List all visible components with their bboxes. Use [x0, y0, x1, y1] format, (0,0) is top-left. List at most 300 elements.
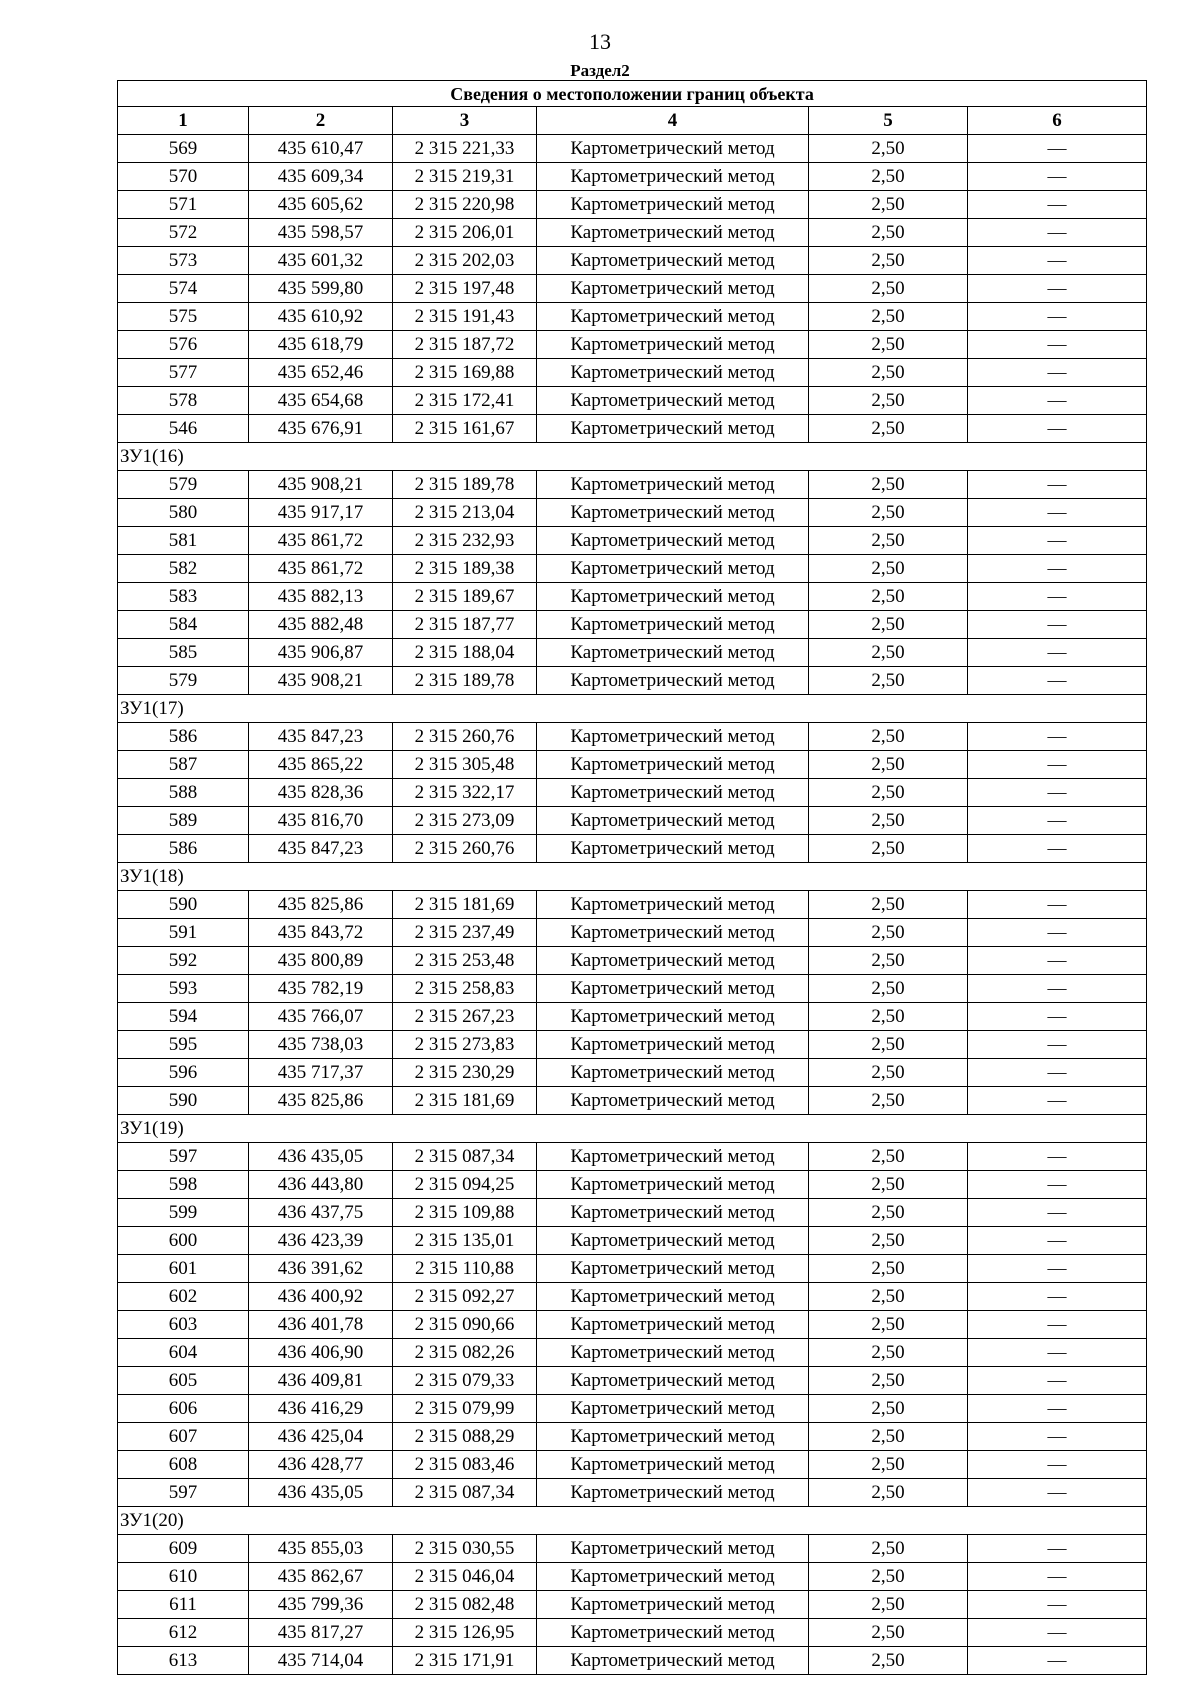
y-coordinate-cell: 2 315 126,95 — [393, 1619, 537, 1647]
x-coordinate-cell: 436 401,78 — [249, 1311, 393, 1339]
table-body — [118, 135, 1147, 1675]
point-number-cell: 587 — [118, 751, 249, 779]
method-cell: Картометрический метод — [537, 1003, 809, 1031]
table-row — [118, 583, 1147, 611]
table-row — [118, 1647, 1147, 1675]
accuracy-cell: 2,50 — [809, 275, 968, 303]
x-coordinate-cell: 435 917,17 — [249, 499, 393, 527]
description-cell: — — [968, 639, 1147, 667]
accuracy-cell: 2,50 — [809, 1199, 968, 1227]
y-coordinate-cell: 2 315 188,04 — [393, 639, 537, 667]
method-cell: Картометрический метод — [537, 639, 809, 667]
table-row — [118, 1619, 1147, 1647]
table-row — [118, 191, 1147, 219]
method-cell: Картометрический метод — [537, 835, 809, 863]
description-cell: — — [968, 1479, 1147, 1507]
y-coordinate-cell: 2 315 088,29 — [393, 1423, 537, 1451]
x-coordinate-cell: 435 843,72 — [249, 919, 393, 947]
method-cell: Картометрический метод — [537, 1227, 809, 1255]
table-row — [118, 387, 1147, 415]
point-number-cell: 609 — [118, 1535, 249, 1563]
group-label: ЗУ1(16) — [118, 443, 1147, 471]
x-coordinate-cell: 435 882,48 — [249, 611, 393, 639]
description-cell: — — [968, 1087, 1147, 1115]
y-coordinate-cell: 2 315 087,34 — [393, 1143, 537, 1171]
point-number-cell: 600 — [118, 1227, 249, 1255]
y-coordinate-cell: 2 315 169,88 — [393, 359, 537, 387]
table-row — [118, 779, 1147, 807]
description-cell: — — [968, 1339, 1147, 1367]
y-coordinate-cell: 2 315 079,99 — [393, 1395, 537, 1423]
description-cell: — — [968, 1283, 1147, 1311]
method-cell: Картометрический метод — [537, 1535, 809, 1563]
y-coordinate-cell: 2 315 189,67 — [393, 583, 537, 611]
point-number-cell: 574 — [118, 275, 249, 303]
method-cell: Картометрический метод — [537, 415, 809, 443]
description-cell: — — [968, 1591, 1147, 1619]
y-coordinate-cell: 2 315 135,01 — [393, 1227, 537, 1255]
table-row — [118, 303, 1147, 331]
table-row — [118, 1339, 1147, 1367]
method-cell: Картометрический метод — [537, 1199, 809, 1227]
method-cell: Картометрический метод — [537, 807, 809, 835]
method-cell: Картометрический метод — [537, 1647, 809, 1675]
group-row — [118, 695, 1147, 723]
description-cell: — — [968, 1395, 1147, 1423]
table-row — [118, 275, 1147, 303]
method-cell: Картометрический метод — [537, 1619, 809, 1647]
description-cell: — — [968, 359, 1147, 387]
method-cell: Картометрический метод — [537, 975, 809, 1003]
point-number-cell: 604 — [118, 1339, 249, 1367]
description-cell: — — [968, 667, 1147, 695]
method-cell: Картометрический метод — [537, 723, 809, 751]
description-cell: — — [968, 1255, 1147, 1283]
y-coordinate-cell: 2 315 213,04 — [393, 499, 537, 527]
accuracy-cell: 2,50 — [809, 1423, 968, 1451]
point-number-cell: 578 — [118, 387, 249, 415]
accuracy-cell: 2,50 — [809, 919, 968, 947]
method-cell: Картометрический метод — [537, 219, 809, 247]
point-number-cell: 585 — [118, 639, 249, 667]
x-coordinate-cell: 435 855,03 — [249, 1535, 393, 1563]
description-cell: — — [968, 387, 1147, 415]
point-number-cell: 605 — [118, 1367, 249, 1395]
accuracy-cell: 2,50 — [809, 1087, 968, 1115]
point-number-cell: 546 — [118, 415, 249, 443]
column-header: 1 — [118, 107, 249, 135]
table-row — [118, 1227, 1147, 1255]
table-row — [118, 611, 1147, 639]
table-row — [118, 1031, 1147, 1059]
method-cell: Картометрический метод — [537, 583, 809, 611]
y-coordinate-cell: 2 315 110,88 — [393, 1255, 537, 1283]
y-coordinate-cell: 2 315 079,33 — [393, 1367, 537, 1395]
y-coordinate-cell: 2 315 189,38 — [393, 555, 537, 583]
x-coordinate-cell: 436 428,77 — [249, 1451, 393, 1479]
table-row — [118, 1591, 1147, 1619]
accuracy-cell: 2,50 — [809, 1619, 968, 1647]
accuracy-cell: 2,50 — [809, 1451, 968, 1479]
description-cell: — — [968, 331, 1147, 359]
table-row — [118, 667, 1147, 695]
method-cell: Картометрический метод — [537, 919, 809, 947]
table-row — [118, 1199, 1147, 1227]
table-row — [118, 751, 1147, 779]
method-cell: Картометрический метод — [537, 1311, 809, 1339]
x-coordinate-cell: 435 799,36 — [249, 1591, 393, 1619]
x-coordinate-cell: 435 825,86 — [249, 891, 393, 919]
y-coordinate-cell: 2 315 082,26 — [393, 1339, 537, 1367]
y-coordinate-cell: 2 315 202,03 — [393, 247, 537, 275]
point-number-cell: 606 — [118, 1395, 249, 1423]
group-label: ЗУ1(20) — [118, 1507, 1147, 1535]
x-coordinate-cell: 436 400,92 — [249, 1283, 393, 1311]
description-cell: — — [968, 1171, 1147, 1199]
point-number-cell: 577 — [118, 359, 249, 387]
method-cell: Картометрический метод — [537, 1171, 809, 1199]
accuracy-cell: 2,50 — [809, 1311, 968, 1339]
accuracy-cell: 2,50 — [809, 1003, 968, 1031]
table-row — [118, 1423, 1147, 1451]
point-number-cell: 586 — [118, 723, 249, 751]
x-coordinate-cell: 436 409,81 — [249, 1367, 393, 1395]
description-cell: — — [968, 499, 1147, 527]
description-cell: — — [968, 1451, 1147, 1479]
group-row — [118, 1507, 1147, 1535]
method-cell: Картометрический метод — [537, 1339, 809, 1367]
y-coordinate-cell: 2 315 197,48 — [393, 275, 537, 303]
description-cell: — — [968, 135, 1147, 163]
method-cell: Картометрический метод — [537, 499, 809, 527]
table-row — [118, 555, 1147, 583]
column-header: 4 — [537, 107, 809, 135]
table-row — [118, 247, 1147, 275]
method-cell: Картометрический метод — [537, 1143, 809, 1171]
point-number-cell: 572 — [118, 219, 249, 247]
accuracy-cell: 2,50 — [809, 555, 968, 583]
description-cell: — — [968, 555, 1147, 583]
method-cell: Картометрический метод — [537, 667, 809, 695]
y-coordinate-cell: 2 315 082,48 — [393, 1591, 537, 1619]
method-cell: Картометрический метод — [537, 555, 809, 583]
y-coordinate-cell: 2 315 260,76 — [393, 723, 537, 751]
accuracy-cell: 2,50 — [809, 891, 968, 919]
x-coordinate-cell: 435 598,57 — [249, 219, 393, 247]
method-cell: Картометрический метод — [537, 1479, 809, 1507]
method-cell: Картометрический метод — [537, 387, 809, 415]
method-cell: Картометрический метод — [537, 303, 809, 331]
method-cell: Картометрический метод — [537, 191, 809, 219]
method-cell: Картометрический метод — [537, 247, 809, 275]
accuracy-cell: 2,50 — [809, 1367, 968, 1395]
y-coordinate-cell: 2 315 030,55 — [393, 1535, 537, 1563]
point-number-cell: 613 — [118, 1647, 249, 1675]
method-cell: Картометрический метод — [537, 1591, 809, 1619]
group-label: ЗУ1(19) — [118, 1115, 1147, 1143]
x-coordinate-cell: 435 825,86 — [249, 1087, 393, 1115]
y-coordinate-cell: 2 315 171,91 — [393, 1647, 537, 1675]
method-cell: Картометрический метод — [537, 275, 809, 303]
description-cell: — — [968, 1367, 1147, 1395]
method-cell: Картометрический метод — [537, 1087, 809, 1115]
method-cell: Картометрический метод — [537, 1563, 809, 1591]
table-row — [118, 415, 1147, 443]
accuracy-cell: 2,50 — [809, 751, 968, 779]
x-coordinate-cell: 435 654,68 — [249, 387, 393, 415]
x-coordinate-cell: 435 908,21 — [249, 471, 393, 499]
y-coordinate-cell: 2 315 220,98 — [393, 191, 537, 219]
table-row — [118, 499, 1147, 527]
table-row — [118, 135, 1147, 163]
x-coordinate-cell: 435 906,87 — [249, 639, 393, 667]
y-coordinate-cell: 2 315 232,93 — [393, 527, 537, 555]
table-row — [118, 359, 1147, 387]
point-number-cell: 583 — [118, 583, 249, 611]
accuracy-cell: 2,50 — [809, 387, 968, 415]
accuracy-cell: 2,50 — [809, 1227, 968, 1255]
point-number-cell: 611 — [118, 1591, 249, 1619]
accuracy-cell: 2,50 — [809, 1591, 968, 1619]
point-number-cell: 612 — [118, 1619, 249, 1647]
method-cell: Картометрический метод — [537, 751, 809, 779]
method-cell: Картометрический метод — [537, 1395, 809, 1423]
method-cell: Картометрический метод — [537, 1451, 809, 1479]
x-coordinate-cell: 436 435,05 — [249, 1479, 393, 1507]
table-row — [118, 807, 1147, 835]
x-coordinate-cell: 435 610,47 — [249, 135, 393, 163]
x-coordinate-cell: 435 766,07 — [249, 1003, 393, 1031]
x-coordinate-cell: 435 847,23 — [249, 835, 393, 863]
boundary-table — [117, 80, 1147, 1675]
description-cell: — — [968, 1563, 1147, 1591]
table-row — [118, 1479, 1147, 1507]
x-coordinate-cell: 436 425,04 — [249, 1423, 393, 1451]
table-row — [118, 919, 1147, 947]
accuracy-cell: 2,50 — [809, 807, 968, 835]
method-cell: Картометрический метод — [537, 163, 809, 191]
point-number-cell: 608 — [118, 1451, 249, 1479]
page-number: 13 — [589, 29, 611, 54]
point-number-cell: 588 — [118, 779, 249, 807]
y-coordinate-cell: 2 315 237,49 — [393, 919, 537, 947]
description-cell: — — [968, 1199, 1147, 1227]
accuracy-cell: 2,50 — [809, 1059, 968, 1087]
description-cell: — — [968, 1311, 1147, 1339]
method-cell: Картометрический метод — [537, 1283, 809, 1311]
point-number-cell: 580 — [118, 499, 249, 527]
table-row — [118, 835, 1147, 863]
table-row — [118, 1003, 1147, 1031]
x-coordinate-cell: 435 865,22 — [249, 751, 393, 779]
description-cell: — — [968, 219, 1147, 247]
group-label: ЗУ1(18) — [118, 863, 1147, 891]
point-number-cell: 591 — [118, 919, 249, 947]
description-cell: — — [968, 751, 1147, 779]
point-number-cell: 596 — [118, 1059, 249, 1087]
method-cell: Картометрический метод — [537, 471, 809, 499]
accuracy-cell: 2,50 — [809, 1143, 968, 1171]
method-cell: Картометрический метод — [537, 1031, 809, 1059]
x-coordinate-cell: 436 391,62 — [249, 1255, 393, 1283]
method-cell: Картометрический метод — [537, 1059, 809, 1087]
accuracy-cell: 2,50 — [809, 639, 968, 667]
point-number-cell: 581 — [118, 527, 249, 555]
description-cell: — — [968, 1535, 1147, 1563]
x-coordinate-cell: 435 618,79 — [249, 331, 393, 359]
x-coordinate-cell: 435 605,62 — [249, 191, 393, 219]
column-header: 5 — [809, 107, 968, 135]
x-coordinate-cell: 435 676,91 — [249, 415, 393, 443]
description-cell: — — [968, 975, 1147, 1003]
x-coordinate-cell: 436 416,29 — [249, 1395, 393, 1423]
description-cell: — — [968, 891, 1147, 919]
x-coordinate-cell: 435 599,80 — [249, 275, 393, 303]
table-row — [118, 1563, 1147, 1591]
point-number-cell: 586 — [118, 835, 249, 863]
accuracy-cell: 2,50 — [809, 667, 968, 695]
accuracy-cell: 2,50 — [809, 1647, 968, 1675]
method-cell: Картометрический метод — [537, 779, 809, 807]
point-number-cell: 590 — [118, 1087, 249, 1115]
x-coordinate-cell: 435 861,72 — [249, 555, 393, 583]
accuracy-cell: 2,50 — [809, 1255, 968, 1283]
table-row — [118, 1171, 1147, 1199]
accuracy-cell: 2,50 — [809, 527, 968, 555]
table-row — [118, 527, 1147, 555]
table-row — [118, 219, 1147, 247]
accuracy-cell: 2,50 — [809, 1283, 968, 1311]
accuracy-cell: 2,50 — [809, 947, 968, 975]
x-coordinate-cell: 436 406,90 — [249, 1339, 393, 1367]
accuracy-cell: 2,50 — [809, 499, 968, 527]
y-coordinate-cell: 2 315 109,88 — [393, 1199, 537, 1227]
description-cell: — — [968, 471, 1147, 499]
description-cell: — — [968, 247, 1147, 275]
description-cell: — — [968, 527, 1147, 555]
x-coordinate-cell: 435 800,89 — [249, 947, 393, 975]
description-cell: — — [968, 415, 1147, 443]
y-coordinate-cell: 2 315 094,25 — [393, 1171, 537, 1199]
accuracy-cell: 2,50 — [809, 583, 968, 611]
y-coordinate-cell: 2 315 230,29 — [393, 1059, 537, 1087]
point-number-cell: 569 — [118, 135, 249, 163]
y-coordinate-cell: 2 315 181,69 — [393, 1087, 537, 1115]
accuracy-cell: 2,50 — [809, 611, 968, 639]
y-coordinate-cell: 2 315 253,48 — [393, 947, 537, 975]
accuracy-cell: 2,50 — [809, 835, 968, 863]
description-cell: — — [968, 583, 1147, 611]
table-row — [118, 947, 1147, 975]
point-number-cell: 589 — [118, 807, 249, 835]
y-coordinate-cell: 2 315 260,76 — [393, 835, 537, 863]
accuracy-cell: 2,50 — [809, 779, 968, 807]
section-label: Раздел2 — [570, 61, 630, 80]
table-row — [118, 1395, 1147, 1423]
point-number-cell: 593 — [118, 975, 249, 1003]
table-row — [118, 163, 1147, 191]
accuracy-cell: 2,50 — [809, 1395, 968, 1423]
accuracy-cell: 2,50 — [809, 1339, 968, 1367]
table-row — [118, 975, 1147, 1003]
x-coordinate-cell: 435 862,67 — [249, 1563, 393, 1591]
y-coordinate-cell: 2 315 046,04 — [393, 1563, 537, 1591]
description-cell: — — [968, 1227, 1147, 1255]
table-row — [118, 1283, 1147, 1311]
x-coordinate-cell: 436 435,05 — [249, 1143, 393, 1171]
accuracy-cell: 2,50 — [809, 975, 968, 1003]
point-number-cell: 582 — [118, 555, 249, 583]
point-number-cell: 599 — [118, 1199, 249, 1227]
description-cell: — — [968, 779, 1147, 807]
accuracy-cell: 2,50 — [809, 163, 968, 191]
table-row — [118, 891, 1147, 919]
accuracy-cell: 2,50 — [809, 303, 968, 331]
column-header: 6 — [968, 107, 1147, 135]
description-cell: — — [968, 303, 1147, 331]
y-coordinate-cell: 2 315 273,09 — [393, 807, 537, 835]
table-row — [118, 1255, 1147, 1283]
y-coordinate-cell: 2 315 181,69 — [393, 891, 537, 919]
description-cell: — — [968, 1619, 1147, 1647]
table-row — [118, 1143, 1147, 1171]
y-coordinate-cell: 2 315 191,43 — [393, 303, 537, 331]
table-title-row — [118, 81, 1147, 107]
table-row — [118, 639, 1147, 667]
table-title: Сведения о местоположении границ объекта — [118, 81, 1147, 107]
description-cell: — — [968, 835, 1147, 863]
point-number-cell: 597 — [118, 1143, 249, 1171]
y-coordinate-cell: 2 315 258,83 — [393, 975, 537, 1003]
description-cell: — — [968, 919, 1147, 947]
point-number-cell: 603 — [118, 1311, 249, 1339]
description-cell: — — [968, 1647, 1147, 1675]
accuracy-cell: 2,50 — [809, 1031, 968, 1059]
point-number-cell: 594 — [118, 1003, 249, 1031]
x-coordinate-cell: 436 423,39 — [249, 1227, 393, 1255]
y-coordinate-cell: 2 315 092,27 — [393, 1283, 537, 1311]
point-number-cell: 579 — [118, 471, 249, 499]
table-row — [118, 1059, 1147, 1087]
x-coordinate-cell: 435 601,32 — [249, 247, 393, 275]
method-cell: Картометрический метод — [537, 359, 809, 387]
point-number-cell: 570 — [118, 163, 249, 191]
description-cell: — — [968, 1031, 1147, 1059]
x-coordinate-cell: 435 828,36 — [249, 779, 393, 807]
x-coordinate-cell: 435 738,03 — [249, 1031, 393, 1059]
table-row — [118, 1087, 1147, 1115]
accuracy-cell: 2,50 — [809, 1479, 968, 1507]
method-cell: Картометрический метод — [537, 891, 809, 919]
description-cell: — — [968, 191, 1147, 219]
x-coordinate-cell: 435 816,70 — [249, 807, 393, 835]
point-number-cell: 601 — [118, 1255, 249, 1283]
accuracy-cell: 2,50 — [809, 1563, 968, 1591]
column-header: 2 — [249, 107, 393, 135]
y-coordinate-cell: 2 315 090,66 — [393, 1311, 537, 1339]
accuracy-cell: 2,50 — [809, 247, 968, 275]
point-number-cell: 573 — [118, 247, 249, 275]
accuracy-cell: 2,50 — [809, 331, 968, 359]
x-coordinate-cell: 435 908,21 — [249, 667, 393, 695]
accuracy-cell: 2,50 — [809, 191, 968, 219]
description-cell: — — [968, 807, 1147, 835]
point-number-cell: 576 — [118, 331, 249, 359]
y-coordinate-cell: 2 315 206,01 — [393, 219, 537, 247]
x-coordinate-cell: 436 443,80 — [249, 1171, 393, 1199]
x-coordinate-cell: 435 609,34 — [249, 163, 393, 191]
table-row — [118, 1311, 1147, 1339]
